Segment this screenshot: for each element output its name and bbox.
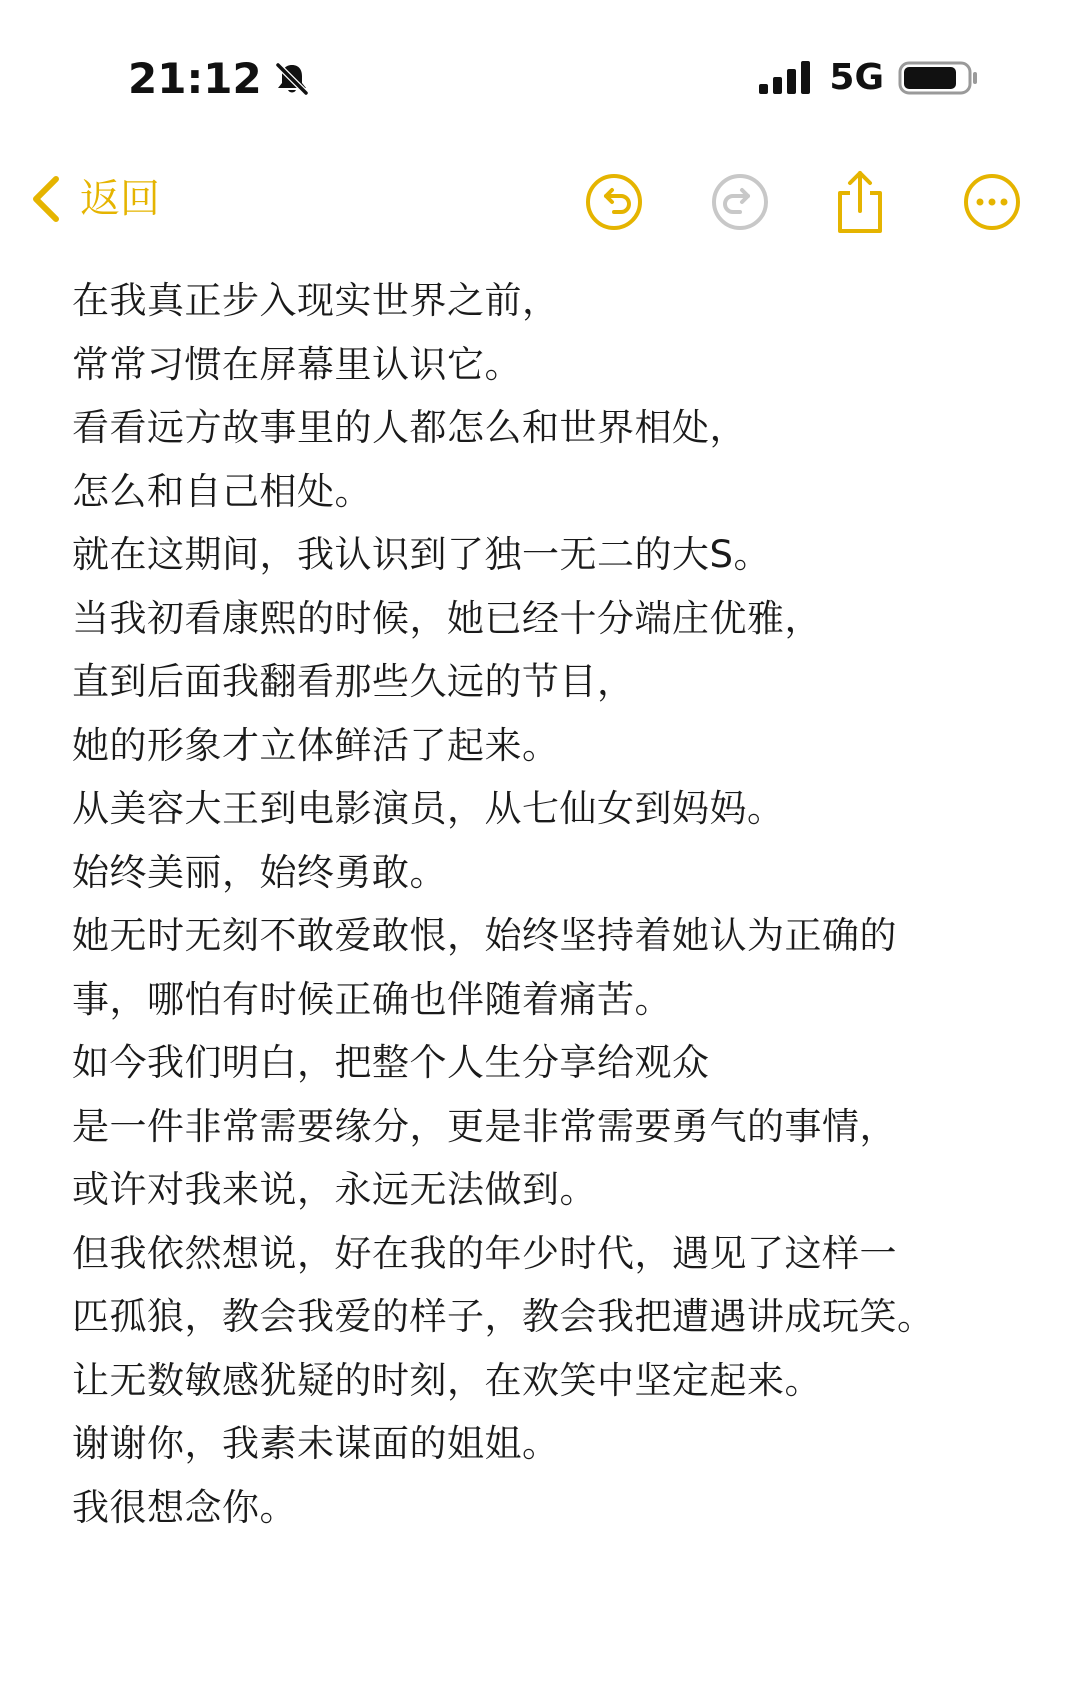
note-line-8: 她的形象才立体鲜活了起来。 (72, 723, 560, 767)
cellular-signal-icon (757, 58, 815, 98)
undo-button[interactable] (574, 162, 654, 242)
note-line-5: 就在这期间，我认识到了独一无二的大S。 (72, 533, 771, 576)
time-group (128, 54, 312, 104)
note-line-11: 她无时无刻不敢爱敢恨，始终坚持着她认为正确的 (72, 914, 897, 957)
status-right (757, 56, 980, 100)
network-type: 5G (829, 57, 884, 98)
note-line-16: 但我依然想说，好在我的年少时代，遇见了这样一 (72, 1231, 897, 1275)
nav-bar (0, 150, 1080, 260)
note-line-10: 始终美丽，始终勇敢。 (72, 850, 447, 894)
status-bar (0, 0, 1080, 150)
note-line-1: 在我真正步入现实世界之前， (72, 279, 560, 322)
note-line-20: 我很想念你。 (72, 1485, 297, 1529)
undo-icon (584, 172, 644, 232)
note-line-13: 如今我们明白，把整个人生分享给观众 (72, 1041, 710, 1084)
back-button[interactable] (28, 164, 160, 234)
note-line-6: 当我初看康熙的时候，她已经十分端庄优雅， (72, 596, 822, 640)
battery-icon (898, 58, 980, 98)
note-body[interactable] (72, 269, 1032, 1539)
back-label: 返回 (80, 176, 160, 222)
note-line-15: 或许对我来说，永远无法做到。 (72, 1168, 597, 1211)
more-button[interactable] (952, 162, 1032, 242)
share-icon (830, 169, 890, 235)
note-line-14: 是一件非常需要缘分，更是非常需要勇气的事情， (72, 1104, 897, 1148)
note-line-4: 怎么和自己相处。 (72, 469, 372, 513)
redo-button[interactable] (700, 162, 780, 242)
more-icon (962, 172, 1022, 232)
note-line-2: 常常习惯在屏幕里认识它。 (72, 342, 522, 386)
note-line-19: 谢谢你，我素未谋面的姐姐。 (72, 1422, 560, 1465)
note-line-3: 看看远方故事里的人都怎么和世界相处， (72, 406, 747, 449)
redo-icon (710, 172, 770, 232)
bell-slash-icon (272, 59, 312, 99)
note-line-17: 匹孤狼，教会我爱的样子，教会我把遭遇讲成玩笑。 (72, 1295, 935, 1338)
note-line-7: 直到后面我翻看那些久远的节目， (72, 660, 635, 703)
status-time: 21:12 (128, 54, 262, 103)
note-line-18: 让无数敏感犹疑的时刻，在欢笑中坚定起来。 (72, 1358, 822, 1402)
chevron-left-icon (28, 173, 62, 225)
note-line-9: 从美容大王到电影演员，从七仙女到妈妈。 (72, 787, 785, 830)
note-line-12: 事，哪怕有时候正确也伴随着痛苦。 (72, 977, 672, 1021)
share-button[interactable] (820, 162, 900, 242)
